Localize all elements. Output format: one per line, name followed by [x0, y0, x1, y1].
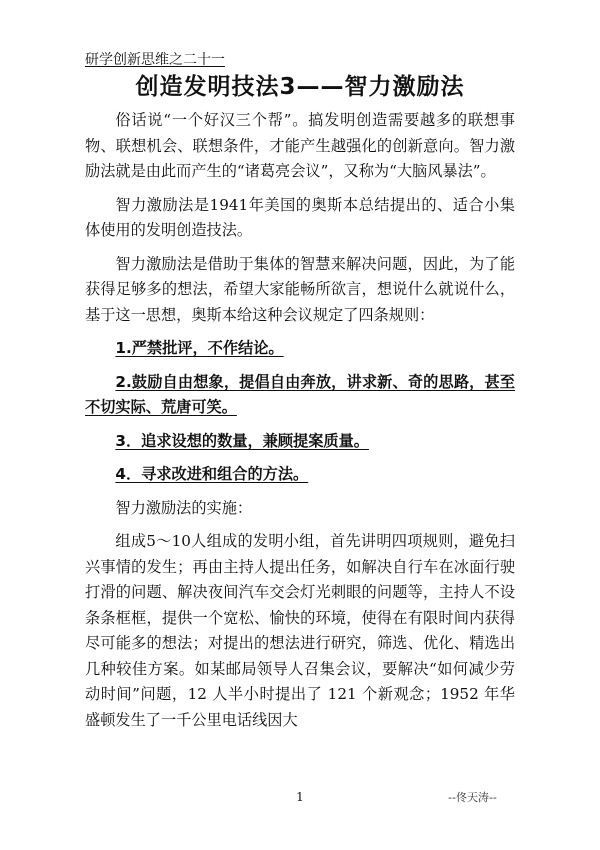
article-body — [85, 108, 515, 741]
rule-item-2: 2.鼓励自由想象，提倡自由奔放，讲求新、奇的思路，甚至不切实际、荒唐可笑。 — [85, 372, 515, 416]
implementation-paragraph: 组成5～10人组成的发明小组，首先讲明四项规则，避免扫兴事情的发生；再由主持人提出任务，如解决自行车在冰面行驶打滑的问题、解决夜间汽车交会灯光刺眼的问题等，主持人不设条条框框，提供一个宽松、愉快的环境，使得在有限时间内获得尽可能多的想法；对提出的想法进行研究，筛选、优化、精选出几种较佳方案。如某邮局领导人召集会议，要解决“如何减少劳动时间”问题，12 人半小时提出了 121 个新观念；1952 年华盛顿发生了一千公里电话线因大 — [85, 532, 515, 729]
implementation-heading: 智力激励法的实施： — [115, 498, 253, 517]
intro-paragraph: 俗话说“一个好汉三个帮”。搞发明创造需要越多的联想事物、联想机会、联想条件，才能产生越强化的创新意向。智力激励法就是由此而产生的“诸葛亮会议”，又称为“大脑风暴法”。 — [85, 111, 515, 180]
page-number: 1 — [296, 790, 304, 804]
rule-item-3: 3．追求设想的数量，兼顾提案质量。 — [115, 431, 369, 450]
series-header: 研学创新思维之二十一 — [85, 52, 225, 68]
origin-paragraph: 智力激励法是1941年美国的奥斯本总结提出的、适合小集体使用的发明创造技法。 — [85, 195, 515, 239]
page-title: 创造发明技法3——智力激励法 — [135, 74, 465, 100]
author-footer: --佟天涛-- — [448, 791, 497, 804]
rule-item-4: 4．寻求改进和组合的方法。 — [115, 465, 309, 483]
principle-paragraph: 智力激励法是借助于集体的智慧来解决问题，因此，为了能获得足够多的想法，希望大家能畅所欲言，想说什么就说什么，基于这一思想，奥斯本给这种会议规定了四条规则： — [85, 254, 515, 324]
rule-item-1: 1.严禁批评，不作结论。 — [115, 339, 284, 357]
